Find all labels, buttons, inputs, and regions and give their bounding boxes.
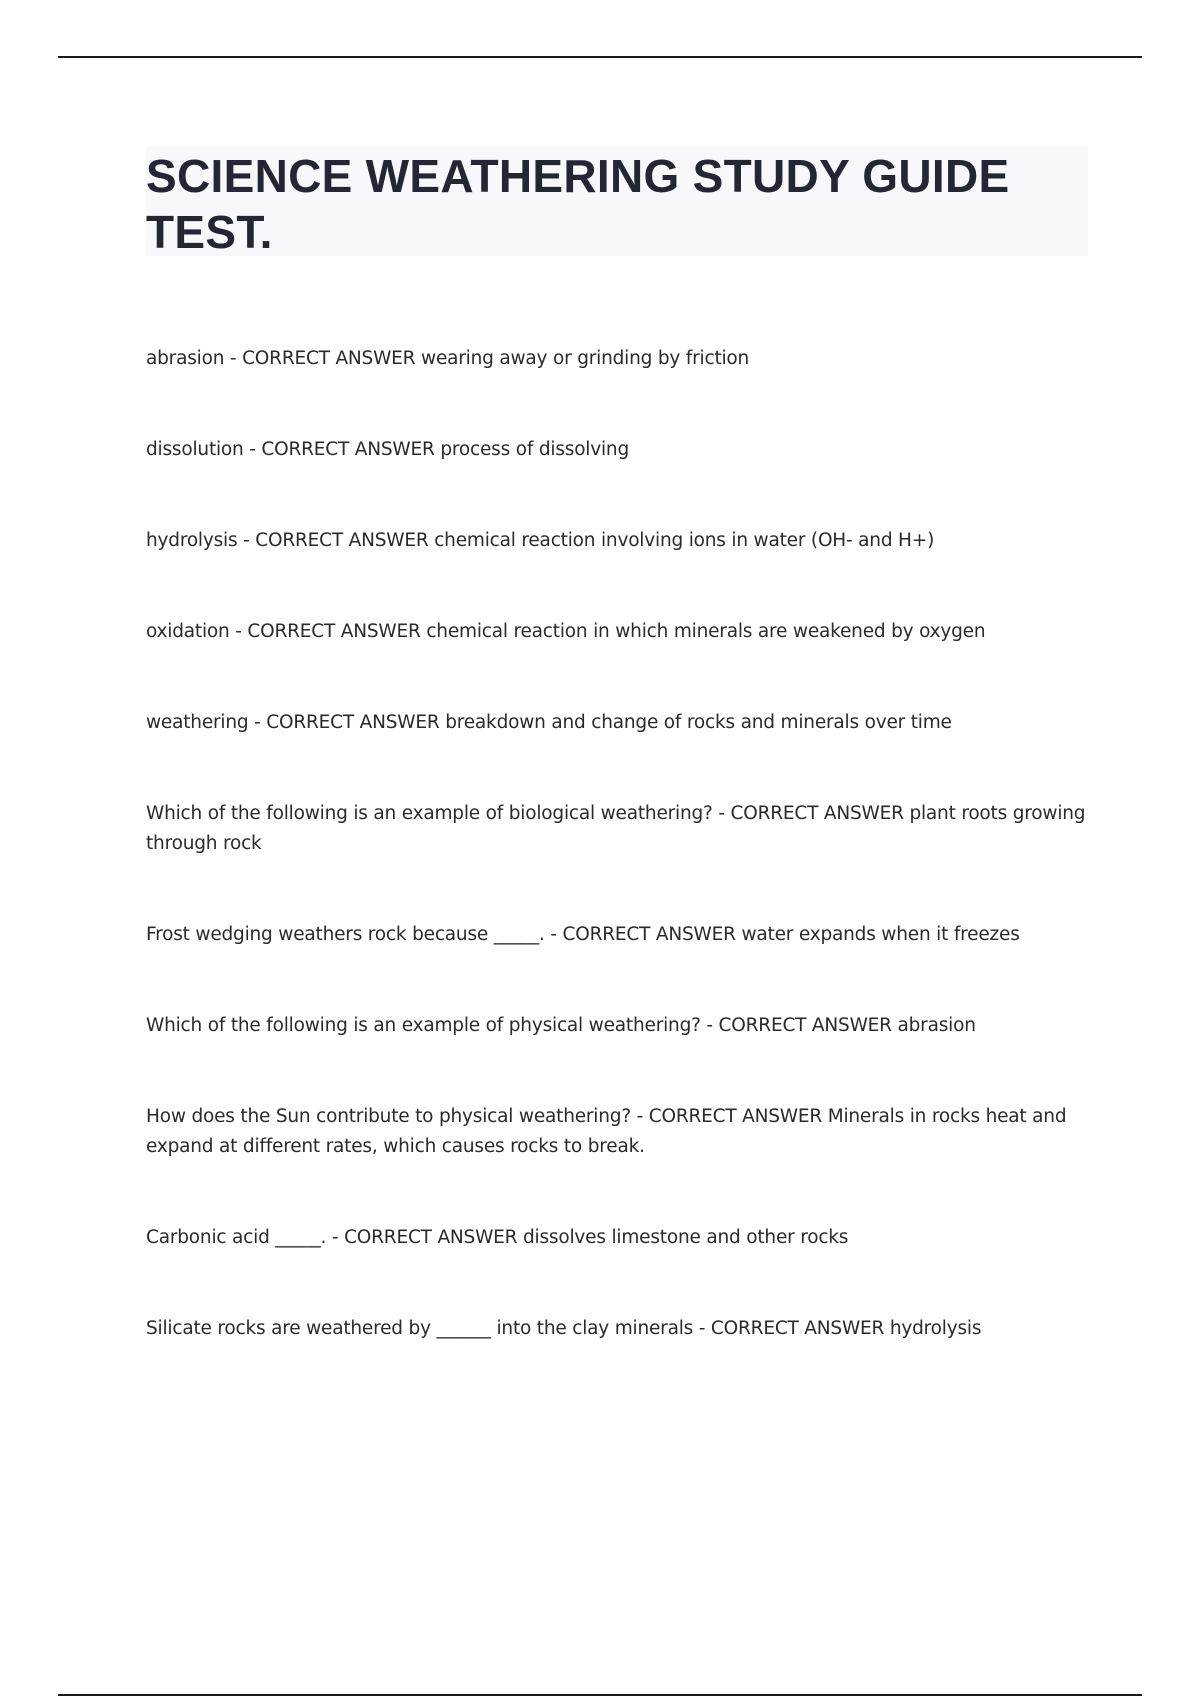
bottom-rule — [58, 1694, 1142, 1696]
qa-list — [146, 344, 1092, 1344]
qa-item-physical-weathering: Which of the following is an example of physical weathering? - CORRECT ANSWER abrasion — [146, 1015, 976, 1036]
top-rule — [58, 56, 1142, 58]
title-banner — [146, 146, 1088, 256]
qa-item-sun-contribution: How does the Sun contribute to physical weathering? - CORRECT ANSWER Minerals in rocks heat and expand at different rates, which causes rocks to break. — [146, 1106, 1067, 1157]
qa-item-weathering: weathering - CORRECT ANSWER breakdown and change of rocks and minerals over time — [146, 712, 952, 733]
qa-item-hydrolysis: hydrolysis - CORRECT ANSWER chemical reaction involving ions in water (OH- and H+) — [146, 530, 935, 551]
qa-item-carbonic-acid: Carbonic acid _____. - CORRECT ANSWER dissolves limestone and other rocks — [146, 1227, 849, 1248]
qa-item-silicate-rocks: Silicate rocks are weathered by ______ into the clay minerals - CORRECT ANSWER hydrolysis — [146, 1318, 982, 1339]
qa-item-frost-wedging: Frost wedging weathers rock because _____. - CORRECT ANSWER water expands when it freezes — [146, 924, 1020, 945]
qa-item-dissolution: dissolution - CORRECT ANSWER process of dissolving — [146, 439, 630, 460]
qa-item-abrasion: abrasion - CORRECT ANSWER wearing away or grinding by friction — [146, 348, 750, 369]
qa-item-biological-weathering: Which of the following is an example of biological weathering? - CORRECT ANSWER plant roots growing through rock — [146, 803, 1086, 854]
qa-item-oxidation: oxidation - CORRECT ANSWER chemical reaction in which minerals are weakened by oxygen — [146, 621, 986, 642]
page-title: SCIENCE WEATHERING STUDY GUIDE TEST. — [146, 150, 1010, 258]
